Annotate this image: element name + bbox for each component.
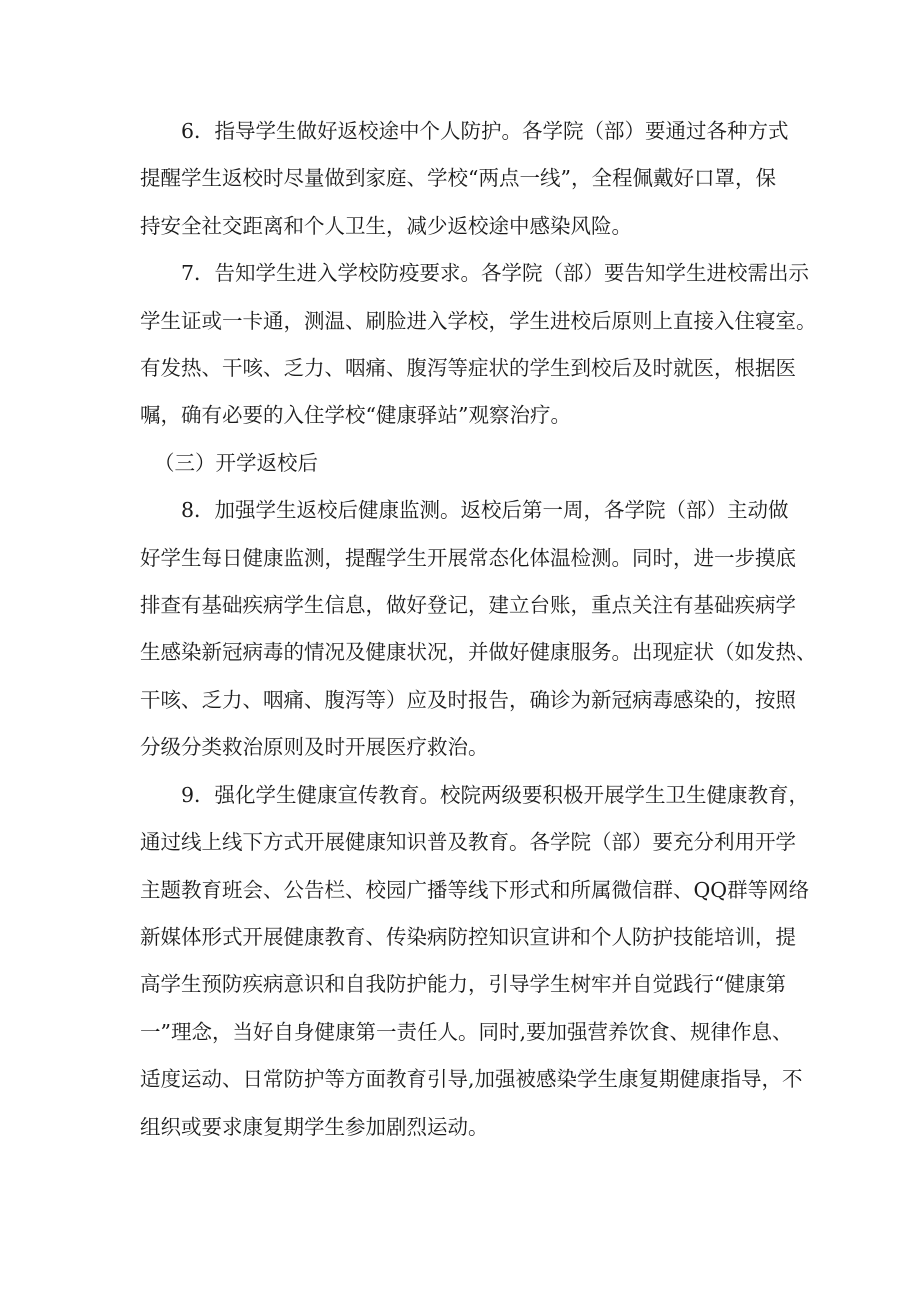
text-line: 好学生每日健康监测，提醒学生开展常态化体温检测。同时，进一步摸底 [140,545,796,570]
text-line: 新媒体形式开展健康教育、传染病防控知识宣讲和个人防护技能培训，提 [140,924,796,949]
text-line: 适度运动、日常防护等方面教育引导,加强被感染学生康复期健康指导，不 [140,1067,803,1092]
text-line: 高学生预防疾病意识和自我防护能力，引导学生树牢并自觉践行“健康第 [140,972,786,997]
text-line: 通过线上线下方式开展健康知识普及教育。各学院（部）要充分利用开学 [140,830,796,855]
text-line: 6．指导学生做好返校途中个人防护。各学院（部）要通过各种方式 [181,119,789,143]
document-body [140,108,817,1151]
text-line: 嘱，确有必要的入住学校“健康驿站”观察治疗。 [140,403,571,428]
text-line: 生感染新冠病毒的情况及健康状况，并做好健康服务。出现症状（如发热、 [140,640,817,665]
paragraph-item-9 [140,772,810,1151]
paragraph-item-7 [140,250,817,440]
paragraph-item-8 [140,487,817,771]
text-line: 提醒学生返校时尽量做到家庭、学校“两点一线”，全程佩戴好口罩，保 [140,166,776,191]
text-line: 分级分类救治原则及时开展医疗救治。 [140,735,489,760]
text-line: 干咳、乏力、咽痛、腹泻等）应及时报告，确诊为新冠病毒感染的，按照 [140,687,796,712]
text-line: 8．加强学生返校后健康监测。返校后第一周，各学院（部）主动做 [181,498,789,523]
text-line: 9．强化学生健康宣传教育。校院两级要积极开展学生卫生健康教育， [181,782,810,807]
text-line: 学生证或一卡通，测温、刷脸进入学校，学生进校后原则上直接入住寝室。 [140,308,817,333]
section-heading: （三）开学返校后 [154,450,318,475]
text-line: 7．告知学生进入学校防疫要求。各学院（部）要告知学生进校需出示 [181,261,810,286]
text-line: 一”理念，当好自身健康第一责任人。同时,要加强营养饮食、规律作息、 [140,1019,793,1044]
text-line: 持安全社交距离和个人卫生，减少返校途中感染风险。 [140,213,632,238]
paragraph-item-6 [140,108,800,250]
text-line: 排查有基础疾病学生信息，做好登记，建立台账，重点关注有基础疾病学 [140,593,796,618]
text-line: 有发热、干咳、乏力、咽痛、腹泻等症状的学生到校后及时就医，根据医 [140,356,796,381]
text-line: 主题教育班会、公告栏、校园广播等线下形式和所属微信群、QQ群等网络 [140,877,810,902]
text-line: 组织或要求康复期学生参加剧烈运动。 [140,1114,489,1139]
